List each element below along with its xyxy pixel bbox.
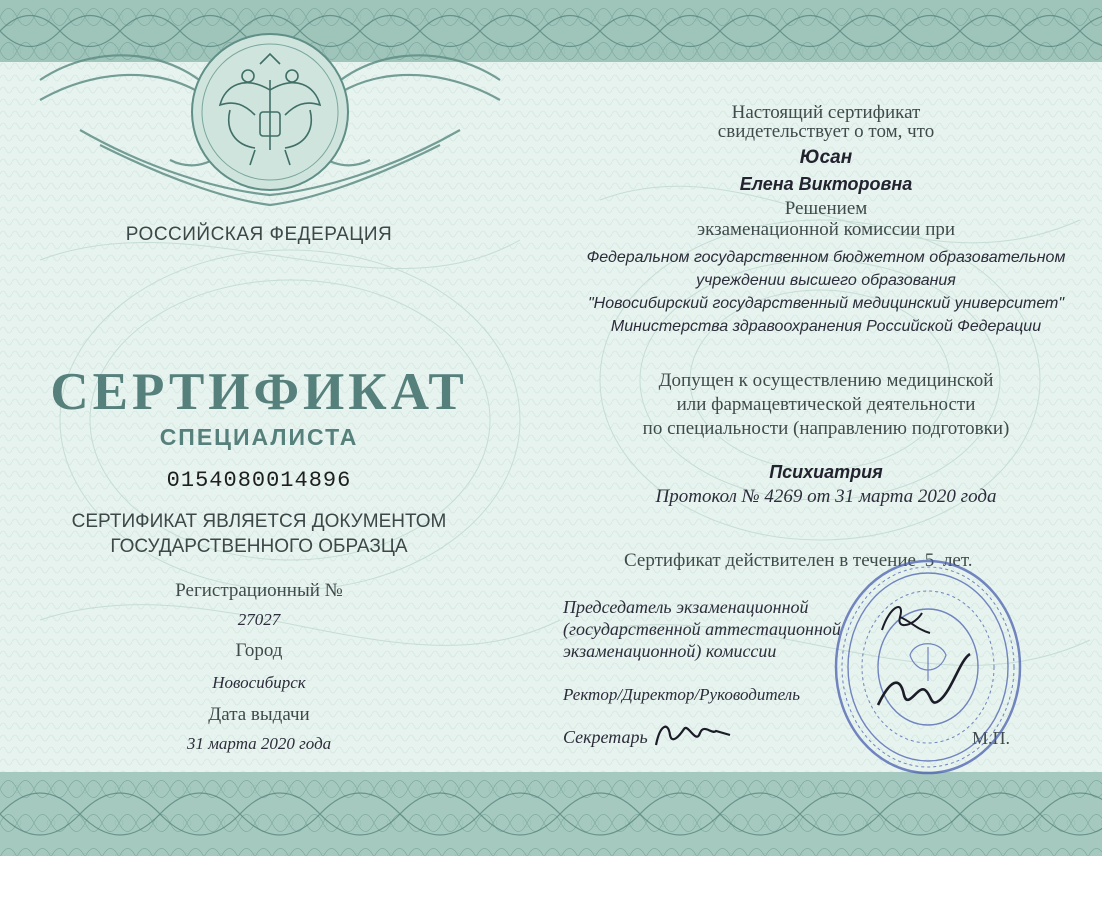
- chair-line-2: (государственной аттестационной: [563, 619, 841, 639]
- certificate-title: СЕРТИФИКАТ: [50, 363, 468, 421]
- validity-years: 5: [924, 550, 935, 571]
- holder-surname: Юсан: [799, 147, 853, 168]
- organization-line-4: Министерства здравоохранения Российской Федерации: [610, 318, 1042, 335]
- secretary-signature: [650, 715, 740, 755]
- admission-line-3: по специальности (направлению подготовки): [642, 418, 1010, 439]
- intro-line-2: свидетельствует о том, что: [717, 121, 935, 142]
- specialty: Психиатрия: [769, 462, 883, 482]
- certificate-number: 0154080014896: [166, 468, 352, 493]
- rector-signature: [870, 650, 980, 720]
- registration-number: 27027: [237, 610, 281, 629]
- statement-line-2: ГОСУДАРСТВЕННОГО ОБРАЗЦА: [110, 536, 408, 557]
- issue-date-label: Дата выдачи: [208, 704, 310, 725]
- chair-line-3: экзаменационной) комиссии: [563, 641, 777, 661]
- city-value: Новосибирск: [212, 673, 306, 692]
- issue-date-value: 31 марта 2020 года: [186, 734, 332, 753]
- organization-line-1: Федеральном государственном бюджетном образовательном: [586, 249, 1066, 266]
- validity-prefix: Сертификат действителен в течение: [624, 550, 916, 571]
- intro-line-1: Настоящий сертификат: [731, 102, 921, 123]
- decision-line-1: Решением: [784, 198, 868, 219]
- city-label: Город: [235, 640, 283, 661]
- validity-suffix: лет.: [942, 550, 973, 571]
- statement-line-1: СЕРТИФИКАТ ЯВЛЯЕТСЯ ДОКУМЕНТОМ: [71, 511, 447, 532]
- organization-line-2: учреждении высшего образования: [696, 272, 956, 289]
- decision-line-2: экзаменационной комиссии при: [696, 219, 956, 240]
- certificate-subtitle: СПЕЦИАЛИСТА: [159, 424, 359, 450]
- organization-line-3: "Новосибирский государственный медицинский университет": [587, 295, 1065, 312]
- bottom-ornament-band: [0, 772, 1102, 856]
- seal-place-label: М.П.: [972, 728, 1011, 748]
- rector-line: Ректор/Директор/Руководитель: [563, 685, 800, 704]
- country-name: РОССИЙСКАЯ ФЕДЕРАЦИЯ: [125, 224, 393, 245]
- chair-line-1: Председатель экзаменационной: [563, 597, 809, 617]
- admission-line-2: или фармацевтической деятельности: [676, 394, 976, 415]
- protocol: Протокол № 4269 от 31 марта 2020 года: [655, 486, 997, 507]
- chair-signature: [870, 595, 940, 645]
- registration-label: Регистрационный №: [175, 580, 343, 601]
- coat-of-arms-emblem: [20, 20, 520, 230]
- secretary-label: Секретарь: [563, 727, 648, 747]
- admission-line-1: Допущен к осуществлению медицинской: [658, 370, 994, 391]
- holder-given-names: Елена Викторовна: [739, 174, 913, 194]
